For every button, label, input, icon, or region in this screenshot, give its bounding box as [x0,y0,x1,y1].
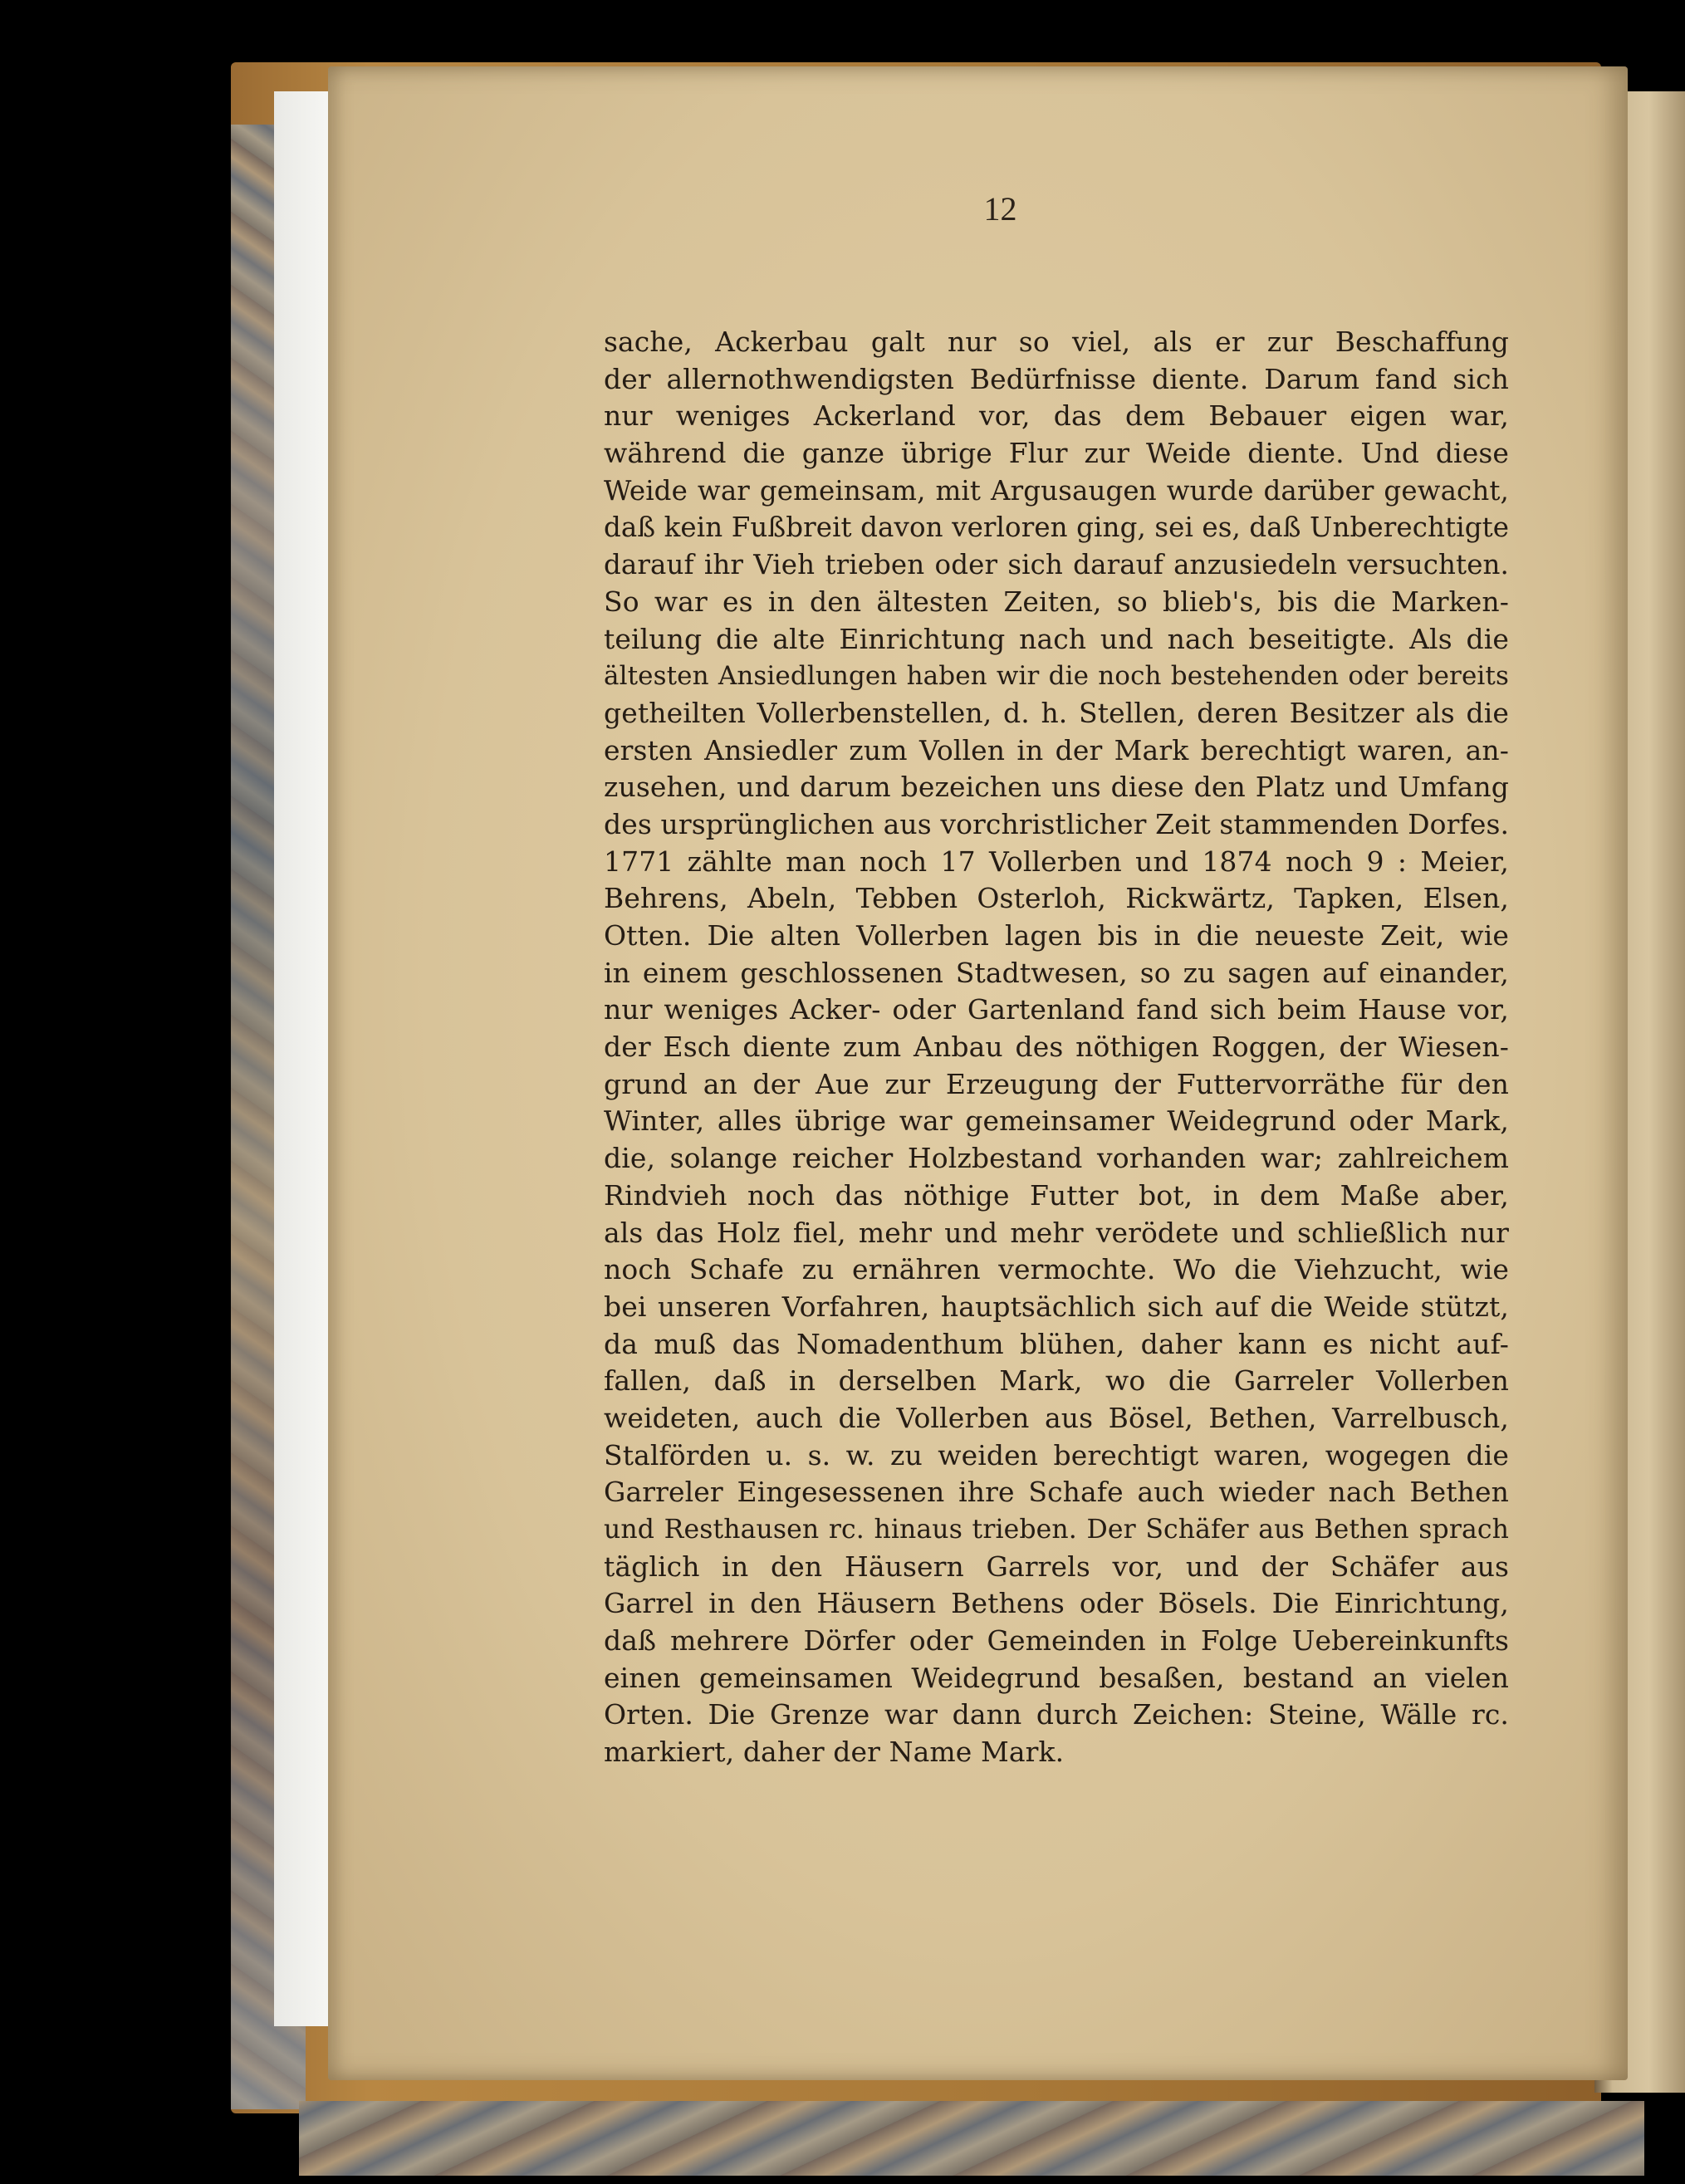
text-line: Orten. Die Grenze war dann durch Zeichen: Steine, Wälle rc. [604,1698,1509,1731]
text-line: fallen, daß in derselben Mark, wo die Garreler Vollerben [604,1364,1509,1398]
text-line: grund an der Aue zur Erzeugung der Futtervorräthe für den [604,1067,1509,1100]
text-line: getheilten Vollerbenstellen, d. h. Stellen, deren Besitzer als die [604,696,1509,729]
text-line: Garreler Eingesessenen ihre Schafe auch wieder nach Bethen [604,1476,1509,1509]
text-line: und Resthausen rc. hinaus trieben. Der Schäfer aus Bethen sprach [604,1515,1509,1545]
body-text [604,324,1509,1771]
text-line: des ursprünglichen aus vorchristlicher Zeit stammenden Dorfes. [604,807,1510,840]
text-line: nur weniges Acker- oder Gartenland fand sich beim Hause vor, [604,993,1509,1026]
text-line: zusehen, und darum bezeichen uns diese den Platz und Umfang [604,771,1509,804]
text-line: Weide war gemeinsam, mit Argusaugen wurde darüber gewacht, [604,474,1509,507]
text-line: ältesten Ansiedlungen haben wir die noch bestehenden oder bereits [604,661,1509,692]
text-line: sache, Ackerbau galt nur so viel, als er zur Beschaffung [604,326,1509,358]
text-line: die, solange reicher Holzbestand vorhanden war; zahlreichem [604,1142,1509,1175]
text-line: Rindvieh noch das nöthige Futter bot, in dem Maße aber, [604,1178,1509,1212]
text-line: teilung die alte Einrichtung nach und nach beseitigte. Als die [604,622,1509,655]
marbled-endpaper-bottom [299,2101,1644,2176]
text-line: So war es in den ältesten Zeiten, so blieb's, bis die Marken- [604,585,1509,618]
text-line: während die ganze übrige Flur zur Weide diente. Und diese [604,437,1509,470]
text-line: Otten. Die alten Vollerben lagen bis in die neueste Zeit, wie [604,919,1509,952]
text-line: täglich in den Häusern Garrels vor, und der Schäfer aus [604,1550,1509,1583]
text-line: 1771 zählte man noch 17 Vollerben und 1874 noch 9 : Meier, [604,845,1509,878]
text-line: in einem geschlossenen Stadtwesen, so zu sagen auf einander, [604,956,1509,989]
text-line: Behrens, Abeln, Tebben Osterloh, Rickwärtz, Tapken, Elsen, [604,882,1509,915]
text-line: Stalförden u. s. w. zu weiden berechtigt waren, wogegen die [604,1438,1509,1472]
text-line: der Esch diente zum Anbau des nöthigen Roggen, der Wiesen- [604,1031,1509,1064]
text-line: bei unseren Vorfahren, hauptsächlich sich auf die Weide stützt, [604,1290,1509,1323]
text-line: Winter, alles übrige war gemeinsamer Weidegrund oder Mark, [604,1104,1509,1138]
page-number: 12 [983,190,1017,228]
text-line: markiert, daher der Name Mark. [604,1736,1065,1769]
text-line: da muß das Nomadenthum blühen, daher kann es nicht auf- [604,1327,1509,1360]
text-line: als das Holz fiel, mehr und mehr verödete und schließlich nur [604,1216,1509,1249]
text-line: Garrel in den Häusern Bethens oder Bösels. Die Einrichtung, [604,1587,1509,1620]
text-line: nur weniges Ackerland vor, das dem Bebauer eigen war, [604,399,1509,433]
text-line: noch Schafe zu ernähren vermochte. Wo die Viehzucht, wie [604,1253,1509,1286]
text-line: weideten, auch die Vollerben aus Bösel, Bethen, Varrelbusch, [604,1401,1509,1434]
text-line: daß mehrere Dörfer oder Gemeinden in Folge Uebereinkunfts [604,1624,1509,1658]
text-line: darauf ihr Vieh trieben oder sich darauf anzusiedeln versuchten. [604,549,1509,581]
text-line: daß kein Fußbreit davon verloren ging, sei es, daß Unberechtigte [604,512,1510,544]
text-line: ersten Ansiedler zum Vollen in der Mark berechtigt waren, an- [604,733,1509,766]
text-line: der allernothwendigsten Bedürfnisse diente. Darum fand sich [604,362,1509,395]
text-line: einen gemeinsamen Weidegrund besaßen, bestand an vielen [604,1661,1509,1694]
